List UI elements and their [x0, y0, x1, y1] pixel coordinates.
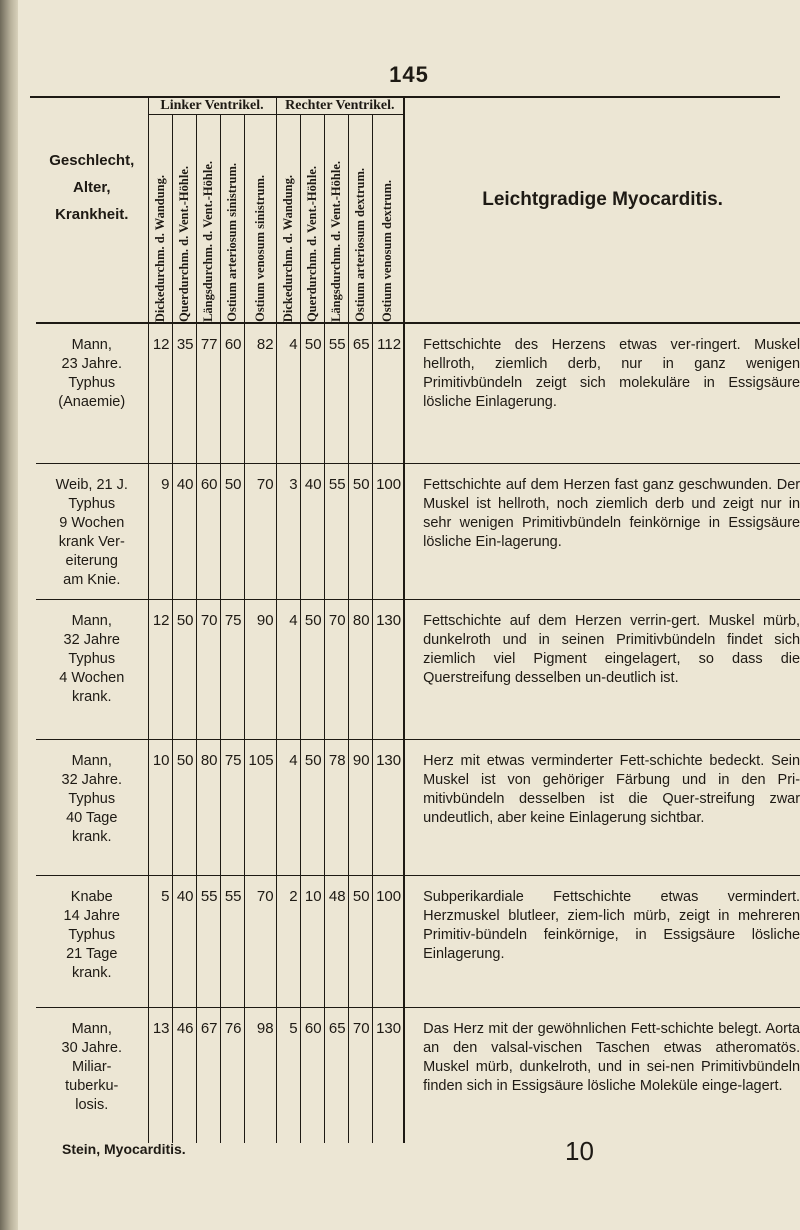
measurement-cell: 78	[324, 739, 348, 875]
patient-line: 23 Jahre.	[61, 356, 122, 372]
measurement-cell: 55	[324, 463, 348, 599]
measurement-cell: 70	[324, 599, 348, 739]
header-patient	[36, 97, 148, 323]
measurement-cell: 112	[372, 323, 404, 463]
measurement-cell: 70	[244, 463, 276, 599]
measurement-cell: 50	[220, 463, 244, 599]
measurement-cell: 50	[300, 599, 324, 739]
measurement-cell: 60	[196, 463, 220, 599]
table-header	[36, 97, 800, 323]
book-spine	[0, 0, 18, 1230]
measurement-cell: 12	[148, 599, 172, 739]
patient-cell	[36, 463, 148, 599]
patient-line: Typhus	[68, 375, 116, 391]
measurement-cell: 75	[220, 599, 244, 739]
table-body	[36, 323, 800, 1143]
measurement-cell: 12	[148, 323, 172, 463]
table-row	[36, 739, 800, 875]
header-findings: Leichtgradige Myocarditis.	[404, 97, 800, 323]
table-row	[36, 463, 800, 599]
patient-line: Typhus	[68, 790, 116, 807]
measurement-cell: 4	[276, 739, 300, 875]
header-age: Alter,	[72, 179, 111, 196]
measurement-cell: 48	[324, 875, 348, 1007]
col-header: Ostium venosum sinistrum.	[244, 115, 276, 323]
measurement-cell: 100	[372, 463, 404, 599]
measurement-cell: 55	[220, 875, 244, 1007]
measurement-cell: 50	[348, 875, 372, 1007]
measurement-cell: 70	[348, 1007, 372, 1143]
patient-line: 9 Wochen	[59, 514, 125, 531]
measurement-cell: 50	[172, 599, 196, 739]
finding-cell: Das Herz mit der gewöhnlichen Fett-schichte belegt. Aorta an den valsal-vischen Taschen etwas atheromatös. Muskel mürb, dunkelroth, und in sei-nen Primitivbündeln finden sich in Essigsäure lösliche Moleküle einge-lagert.	[404, 1007, 800, 1143]
col-header: Dickedurchm. d. Wandung.	[148, 115, 172, 323]
table-row	[36, 875, 800, 1007]
measurement-cell: 13	[148, 1007, 172, 1143]
measurement-cell: 55	[324, 323, 348, 463]
measurement-cell: 9	[148, 463, 172, 599]
header-group-left: Linker Ventrikel.	[148, 97, 276, 115]
measurement-cell: 5	[276, 1007, 300, 1143]
patient-line: Mann,	[71, 1020, 112, 1037]
patient-line: krank.	[72, 828, 112, 845]
patient-line: Mann,	[71, 752, 112, 769]
measurement-cell: 4	[276, 323, 300, 463]
measurement-cell: 130	[372, 1007, 404, 1143]
patient-line: krank.	[72, 964, 112, 981]
measurement-cell: 60	[220, 323, 244, 463]
measurement-cell: 130	[372, 599, 404, 739]
measurement-cell: 65	[348, 323, 372, 463]
measurement-cell: 4	[276, 599, 300, 739]
measurement-cell: 40	[300, 463, 324, 599]
measurement-cell: 90	[244, 599, 276, 739]
patient-line: am Knie.	[63, 571, 121, 588]
patient-line: Typhus	[68, 495, 116, 512]
measurement-cell: 76	[220, 1007, 244, 1143]
data-table-wrapper	[36, 97, 800, 1143]
footer-running-title: Stein, Myocarditis.	[62, 1141, 186, 1157]
measurement-cell: 46	[172, 1007, 196, 1143]
col-header: Längsdurchm. d. Vent.-Höhle.	[324, 115, 348, 323]
patient-line: Miliar-	[72, 1058, 112, 1075]
patient-line: Typhus	[68, 650, 116, 667]
measurement-cell: 10	[148, 739, 172, 875]
measurement-cell: 98	[244, 1007, 276, 1143]
col-header: Dickedurchm. d. Wandung.	[276, 115, 300, 323]
measurement-cell: 40	[172, 875, 196, 1007]
patient-line: 40 Tage	[66, 809, 118, 826]
measurement-cell: 50	[172, 739, 196, 875]
col-header: Längsdurchm. d. Vent.-Höhle.	[196, 115, 220, 323]
measurement-cell: 70	[244, 875, 276, 1007]
patient-line: krank Ver-	[58, 533, 125, 550]
finding-cell: Fettschichte des Herzens etwas ver-ringert. Muskel hellroth, ziemlich derb, nur in ganz wenigen Primitivbündeln zeigt sich molekuläre in Essigsäure lösliche Einlagerung.	[404, 323, 800, 463]
patient-line: tuberku-	[65, 1077, 119, 1094]
measurement-cell: 70	[196, 599, 220, 739]
measurement-cell: 50	[300, 739, 324, 875]
measurement-cell: 50	[348, 463, 372, 599]
measurement-cell: 10	[300, 875, 324, 1007]
patient-line: 30 Jahre.	[61, 1039, 122, 1056]
measurement-cell: 80	[196, 739, 220, 875]
finding-cell: Fettschichte auf dem Herzen fast ganz geschwunden. Der Muskel ist hellroth, noch ziemlich derb und zeigt nur in sehr wenigen Primitivbündeln feinkörnige in Essigsäure lösliche Ein-lagerung.	[404, 463, 800, 599]
header-group-right: Rechter Ventrikel.	[276, 97, 404, 115]
header-disease: Krankheit.	[55, 206, 129, 223]
finding-cell: Fettschichte auf dem Herzen verrin-gert. Muskel mürb, dunkelroth und in seinen Primitivbündeln findet sich ziemlich viel Pigment eingelagert, so dass die Querstreifung desselben un-deutlich ist.	[404, 599, 800, 739]
measurement-cell: 82	[244, 323, 276, 463]
patient-cell	[36, 599, 148, 739]
patient-cell	[36, 323, 148, 463]
measurement-cell: 90	[348, 739, 372, 875]
finding-cell: Subperikardiale Fettschichte etwas vermindert. Herzmuskel blutleer, ziem-lich mürb, zeigt in mehreren Primitiv-bündeln feinkörnige, in Essigsäure lösliche Einlagerung.	[404, 875, 800, 1007]
measurement-cell: 40	[172, 463, 196, 599]
table-row	[36, 323, 800, 463]
patient-line: 4 Wochen	[59, 669, 125, 686]
col-header: Querdurchm. d. Vent.-Höhle.	[172, 115, 196, 323]
measurement-cell: 60	[300, 1007, 324, 1143]
measurement-cell: 67	[196, 1007, 220, 1143]
measurement-cell: 65	[324, 1007, 348, 1143]
col-header: Ostium venosum dextrum.	[372, 115, 404, 323]
patient-line: Mann,	[71, 337, 112, 353]
patient-line: (Anaemie)	[58, 394, 126, 410]
patient-cell	[36, 875, 148, 1007]
patient-line: Weib, 21 J.	[55, 476, 128, 493]
measurement-cell: 50	[300, 323, 324, 463]
measurement-cell: 100	[372, 875, 404, 1007]
signature-mark: 10	[565, 1136, 594, 1166]
myocarditis-table	[36, 97, 800, 1143]
patient-line: 32 Jahre.	[61, 771, 122, 788]
header-sex: Geschlecht,	[49, 152, 135, 169]
measurement-cell: 2	[276, 875, 300, 1007]
measurement-cell: 130	[372, 739, 404, 875]
col-header: Ostium arteriosum sinistrum.	[220, 115, 244, 323]
measurement-cell: 75	[220, 739, 244, 875]
patient-line: Mann,	[71, 612, 112, 629]
table-row	[36, 1007, 800, 1143]
measurement-cell: 35	[172, 323, 196, 463]
table-row	[36, 599, 800, 739]
patient-line: Knabe	[70, 888, 113, 905]
measurement-cell: 77	[196, 323, 220, 463]
patient-cell	[36, 1007, 148, 1143]
measurement-cell: 3	[276, 463, 300, 599]
col-header: Querdurchm. d. Vent.-Höhle.	[300, 115, 324, 323]
patient-line: krank.	[72, 688, 112, 705]
patient-line: 21 Tage	[66, 945, 118, 962]
measurement-cell: 80	[348, 599, 372, 739]
measurement-cell: 55	[196, 875, 220, 1007]
patient-line: losis.	[75, 1096, 109, 1113]
page-number: 145	[389, 62, 429, 87]
patient-line: 32 Jahre	[63, 631, 120, 648]
patient-line: 14 Jahre	[63, 907, 120, 924]
measurement-cell: 105	[244, 739, 276, 875]
col-header: Ostium arteriosum dextrum.	[348, 115, 372, 323]
finding-cell: Herz mit etwas verminderter Fett-schichte bedeckt. Sein Muskel ist von gehöriger Färbung und in den Pri-mitivbündeln desselben ist die Quer-streifung zwar undeutlich, aber keine Einlagerung sichtbar.	[404, 739, 800, 875]
measurement-cell: 5	[148, 875, 172, 1007]
patient-line: eiterung	[65, 552, 118, 569]
patient-line: Typhus	[68, 926, 116, 943]
patient-cell	[36, 739, 148, 875]
